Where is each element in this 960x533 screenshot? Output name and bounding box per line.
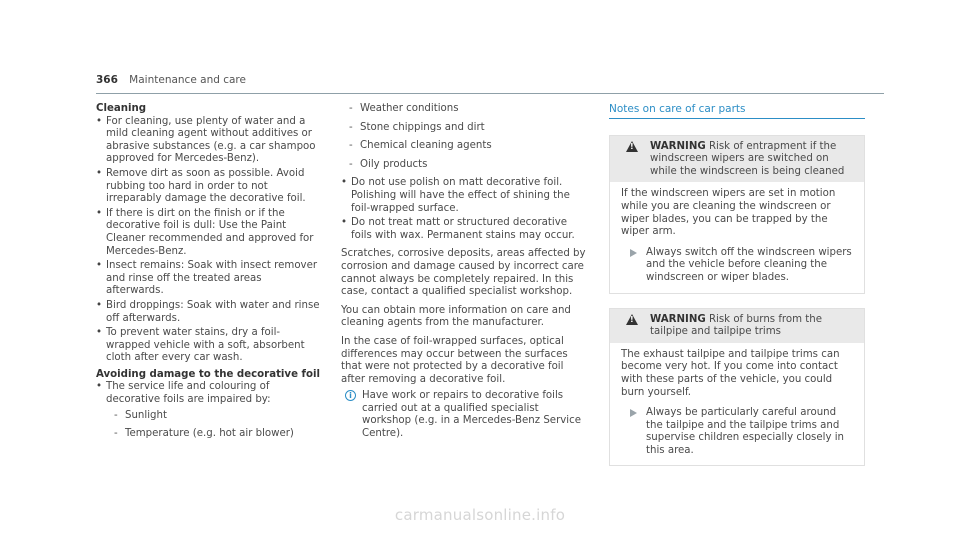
dash-item: - Sunlight: [106, 410, 322, 423]
warning-label: WARNING: [650, 313, 706, 325]
list-item: • If there is dirt on the finish or if the decorative foil is dull: Use the Paint Cleaner recommended and approved for Mercedes-Benz.: [96, 208, 322, 258]
warning-action-text: Always be particularly careful around the tailpipe and the tailpipe trims and supervise children especially closely in this area.: [646, 407, 845, 456]
warning-summary: Risk of burns from the tailpipe and tailpipe trims: [650, 313, 822, 338]
warning-box: [609, 135, 865, 294]
dash-item: - Stone chippings and dirt: [341, 122, 587, 135]
warning-action: [621, 247, 856, 285]
foil-care-list: [341, 177, 587, 242]
warning-body: [610, 182, 864, 292]
info-icon: i: [345, 390, 356, 401]
paragraph: Scratches, corrosive deposits, areas affected by corrosion and damage caused by incorrect care cannot always be completely repaired. In this case, contact a qualified specialist workshop.: [341, 248, 586, 298]
paragraph: You can obtain more information on care and cleaning agents from the manufacturer.: [341, 304, 571, 329]
list-item: • Bird droppings: Soak with water and rinse off afterwards.: [96, 300, 322, 325]
list-item: • Remove dirt as soon as possible. Avoid rubbing too hard in order to not irreparably damage the decorative foil.: [96, 168, 322, 206]
avoid-damage-list: [96, 381, 322, 440]
page-header: [96, 74, 884, 94]
warning-action-text: Always switch off the windscreen wipers and the vehicle before cleaning the windscreen or wiper blades.: [646, 246, 852, 283]
warning-text: If the windscreen wipers are set in motion while you are cleaning the windscreen or wiper blades, you can be trapped by the wiper arm.: [621, 188, 836, 238]
column-right: [609, 103, 865, 466]
warning-header: [610, 309, 864, 343]
dash-item: - Oily products: [341, 159, 587, 172]
warning-summary: Risk of entrapment if the windscreen wipers are switched on while the windscreen is being cleaned: [650, 140, 845, 177]
warning-box: [609, 308, 865, 467]
avoid-damage-heading: Avoiding damage to the decorative foil: [96, 368, 320, 380]
list-item-text: The service life and colouring of decorative foils are impaired by:: [106, 381, 271, 406]
paragraph: In the case of foil-wrapped surfaces, optical differences may occur between the surfaces that were not protected by a decorative foil after removing a decorative foil.: [341, 335, 568, 385]
cleaning-heading: Cleaning: [96, 103, 147, 114]
dash-item: - Temperature (e.g. hot air blower): [106, 428, 322, 441]
warning-text: The exhaust tailpipe and tailpipe trims can become very hot. If you come into contact with these parts of the vehicle, you could burn yourself.: [621, 348, 840, 398]
impairment-list-continued: [341, 103, 587, 171]
column-left: [96, 103, 322, 447]
page-number: 366: [96, 74, 118, 86]
warning-body: [610, 343, 864, 466]
warning-label: WARNING: [650, 140, 706, 152]
warning-action: [621, 407, 856, 457]
warning-triangle-icon: [626, 141, 638, 152]
list-item: [96, 381, 322, 440]
cleaning-list: [96, 116, 322, 365]
info-note: [341, 390, 587, 440]
warning-header: [610, 136, 864, 183]
list-item: • To prevent water stains, dry a foil-wrapped vehicle with a soft, absorbent cloth after every car wash.: [96, 327, 322, 365]
list-item: • Do not use polish on matt decorative foil. Polishing will have the effect of shining the foil-wrapped surface.: [341, 177, 587, 215]
section-title: Notes on care of car parts: [609, 103, 865, 119]
list-item: • For cleaning, use plenty of water and a mild cleaning agent without additives or abrasive substances (e.g. a car shampoo approved for Mercedes-Benz).: [96, 116, 322, 166]
chapter-title: Maintenance and care: [129, 74, 246, 86]
list-item: • Do not treat matt or structured decorative foils with wax. Permanent stains may occur.: [341, 217, 587, 242]
warning-triangle-icon: [626, 314, 638, 325]
dash-item: - Weather conditions: [341, 103, 587, 116]
arrow-right-icon: [630, 409, 637, 417]
column-middle: [341, 103, 587, 441]
arrow-right-icon: [630, 249, 637, 257]
info-note-text: Have work or repairs to decorative foils carried out at a qualified specialist workshop (e.g. in a Mercedes-Benz Service Centre).: [362, 390, 581, 440]
dash-item: - Chemical cleaning agents: [341, 140, 587, 153]
watermark: carmanualsonline.info: [394, 506, 566, 524]
list-item: • Insect remains: Soak with insect remover and rinse off the treated areas afterwards.: [96, 260, 322, 298]
impairment-list: [106, 410, 322, 441]
